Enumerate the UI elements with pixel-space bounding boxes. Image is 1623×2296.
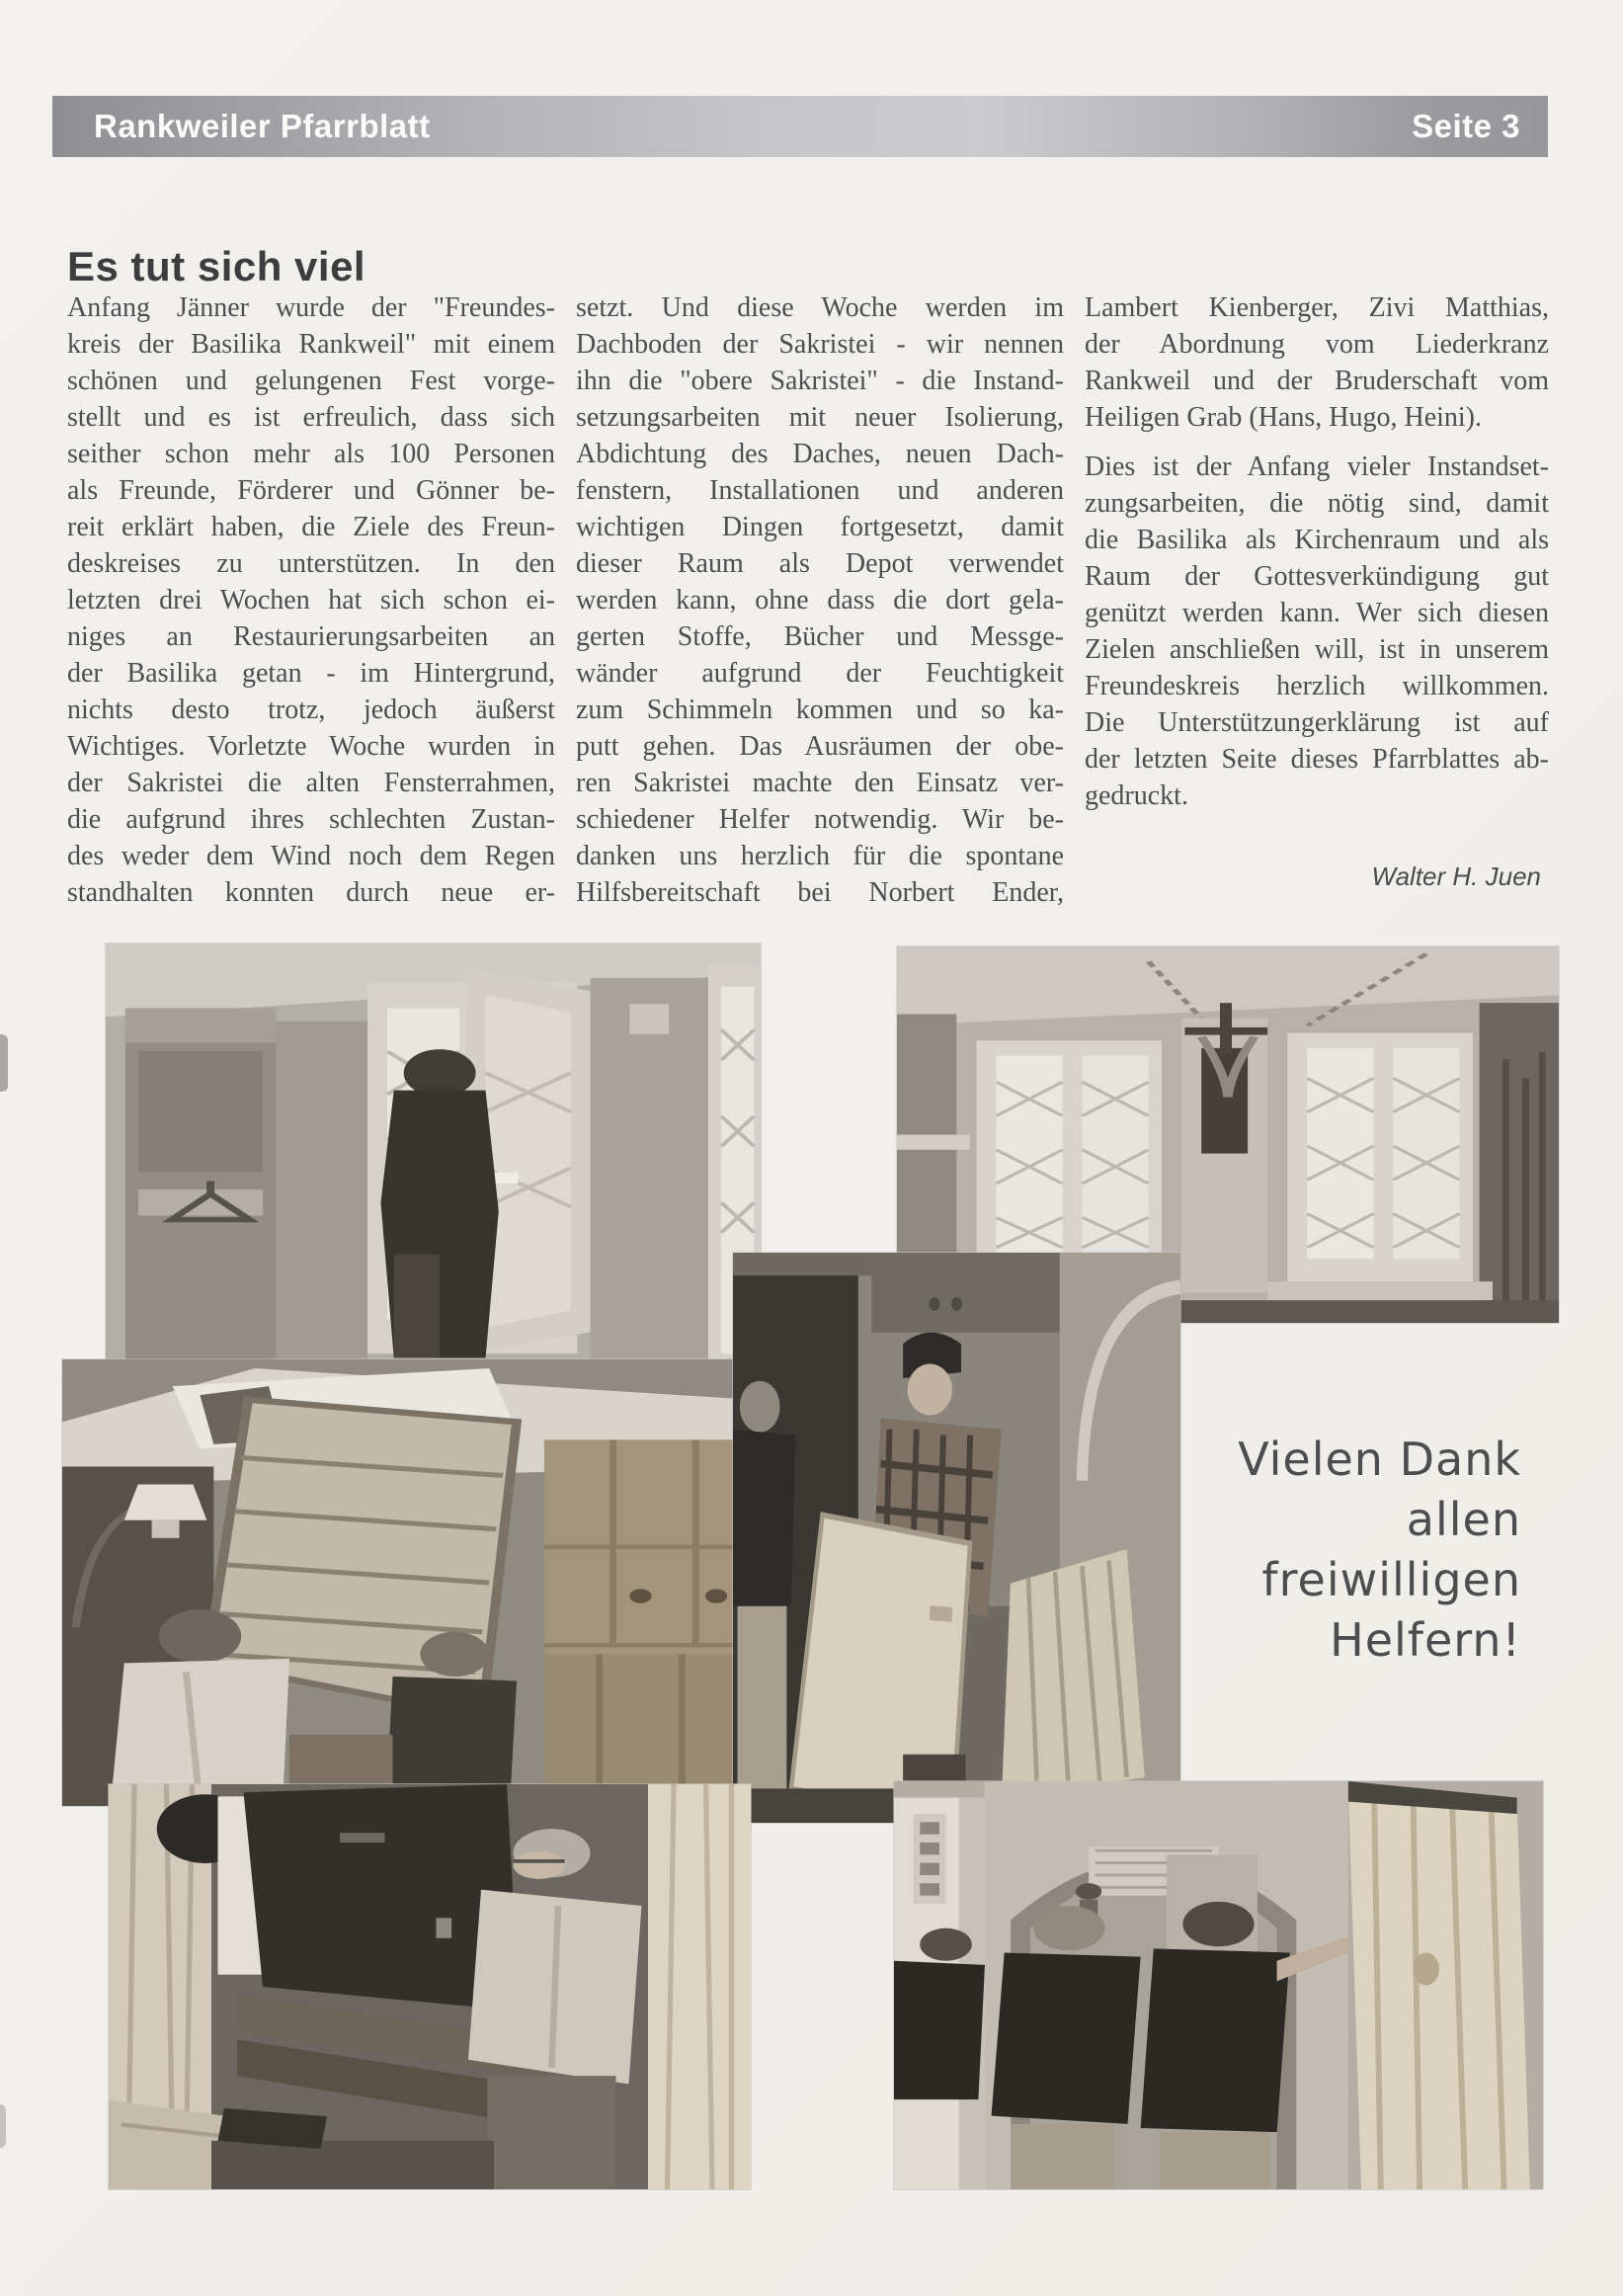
text-line: zum Schimmeln kommen und so ka- (576, 695, 1064, 725)
photo-illustration (106, 943, 761, 1375)
photo-door-archway (894, 1781, 1543, 2189)
photo-window-installation (106, 943, 761, 1375)
photo-lifting-shelf (62, 1359, 751, 1806)
photo-carrying-panel (733, 1253, 1180, 1823)
scan-smudge (0, 1034, 8, 1092)
text-line: dieser Raum als Depot verwendet (576, 548, 1064, 579)
text-line: standhalten konnten durch neue er- (67, 877, 555, 908)
article-column-1 (67, 289, 555, 911)
text-line: Hilfsbereitschaft bei Norbert Ender, (576, 877, 1064, 908)
text-line: Dachboden der Sakristei - wir nennen (576, 329, 1064, 360)
newsletter-title: Rankweiler Pfarrblatt (94, 108, 431, 144)
page-header-bar (52, 96, 1548, 157)
text-line: niges an Restaurierungsarbeiten an (67, 621, 555, 652)
text-line: stellt und es ist erfreulich, dass sich (67, 402, 555, 433)
text-line: allen (1406, 1493, 1521, 1546)
article-column-2 (576, 289, 1064, 911)
photo-illustration (733, 1253, 1180, 1823)
text-line: Freundeskreis herzlich willkommen. (1085, 671, 1549, 701)
text-line: Zielen anschließen will, ist in unserem (1085, 634, 1549, 665)
paragraph (1085, 289, 1549, 436)
text-line: setzt. Und diese Woche werden im (576, 292, 1064, 323)
scan-smudge (0, 2104, 6, 2148)
article-title: Es tut sich viel (67, 243, 366, 290)
photo-illustration (109, 1784, 751, 2189)
text-line: der letzten Seite dieses Pfarrblattes ab- (1085, 744, 1549, 775)
text-line: genützt werden kann. Wer sich diesen (1085, 598, 1549, 628)
text-line: gedruckt. (1085, 780, 1188, 811)
text-line: Helfern! (1330, 1613, 1521, 1667)
text-line: Abdichtung des Daches, neuen Dach- (576, 439, 1064, 469)
text-line: ren Sakristei machte den Einsatz ver- (576, 768, 1064, 798)
text-line: der Abordnung vom Liederkranz (1085, 329, 1549, 360)
text-line: schönen und gelungenen Fest vorge- (67, 366, 555, 396)
text-line: schiedener Helfer notwendig. Wir be- (576, 804, 1064, 835)
text-line: setzungsarbeiten mit neuer Isolierung, (576, 402, 1064, 433)
text-line: letzten drei Wochen hat sich schon ei- (67, 585, 555, 615)
text-line: die Basilika als Kirchenraum und als (1085, 525, 1549, 555)
text-line: die aufgrund ihres schlechten Zustan- (67, 804, 555, 835)
photo-illustration (62, 1359, 751, 1806)
paragraph (67, 289, 555, 911)
text-line: Heiligen Grab (Hans, Hugo, Heini). (1085, 402, 1483, 433)
photo-illustration (894, 1781, 1543, 2189)
text-line: freiwilligen (1261, 1553, 1521, 1606)
text-line: Vielen Dank (1238, 1433, 1521, 1486)
text-line: als Freunde, Förderer und Gönner be- (67, 475, 555, 506)
text-line: Die Unterstützungerklärung ist auf (1085, 707, 1549, 738)
paragraph (1085, 449, 1549, 814)
text-line: fenstern, Installationen und anderen (576, 475, 1064, 506)
text-line: Anfang Jänner wurde der "Freundes- (67, 292, 555, 323)
text-line: wichtigen Dingen fortgesetzt, damit (576, 512, 1064, 542)
text-line: danken uns herzlich für die spontane (576, 841, 1064, 871)
photo-carrying-bench (109, 1784, 751, 2189)
page-number-label: Seite 3 (1412, 108, 1520, 144)
text-line: Wichtiges. Vorletzte Woche wurden in (67, 731, 555, 762)
text-line: gerten Stoffe, Bücher und Messge- (576, 621, 1064, 652)
text-line: des weder dem Wind noch dem Regen (67, 841, 555, 871)
text-line: Dies ist der Anfang vieler Instandset- (1085, 451, 1549, 482)
text-line: zungsarbeiten, die nötig sind, damit (1085, 488, 1549, 519)
text-line: deskreises zu unterstützen. In den (67, 548, 555, 579)
author-byline: Walter H. Juen (1371, 861, 1541, 891)
article-column-3 (1085, 289, 1549, 814)
text-line: werden kann, ohne dass die dort gela- (576, 585, 1064, 615)
text-line: reit erklärt haben, die Ziele des Freun- (67, 512, 555, 542)
paragraph (576, 289, 1064, 911)
text-line: Raum der Gottesverkündigung gut (1085, 561, 1549, 592)
text-line: putt gehen. Das Ausräumen der obe- (576, 731, 1064, 762)
text-line: Lambert Kienberger, Zivi Matthias, (1085, 292, 1549, 323)
text-line: kreis der Basilika Rankweil" mit einem (67, 329, 555, 360)
text-line: ihn die "obere Sakristei" - die Instand- (576, 366, 1064, 396)
text-line: der Sakristei die alten Fensterrahmen, (67, 768, 555, 798)
text-line: Rankweil und der Bruderschaft vom (1085, 366, 1549, 396)
text-line: seither schon mehr als 100 Personen (67, 439, 555, 469)
text-line: wänder aufgrund der Feuchtigkeit (576, 658, 1064, 689)
text-line: nichts desto trotz, jedoch äußerst (67, 695, 555, 725)
text-line: der Basilika getan - im Hintergrund, (67, 658, 555, 689)
